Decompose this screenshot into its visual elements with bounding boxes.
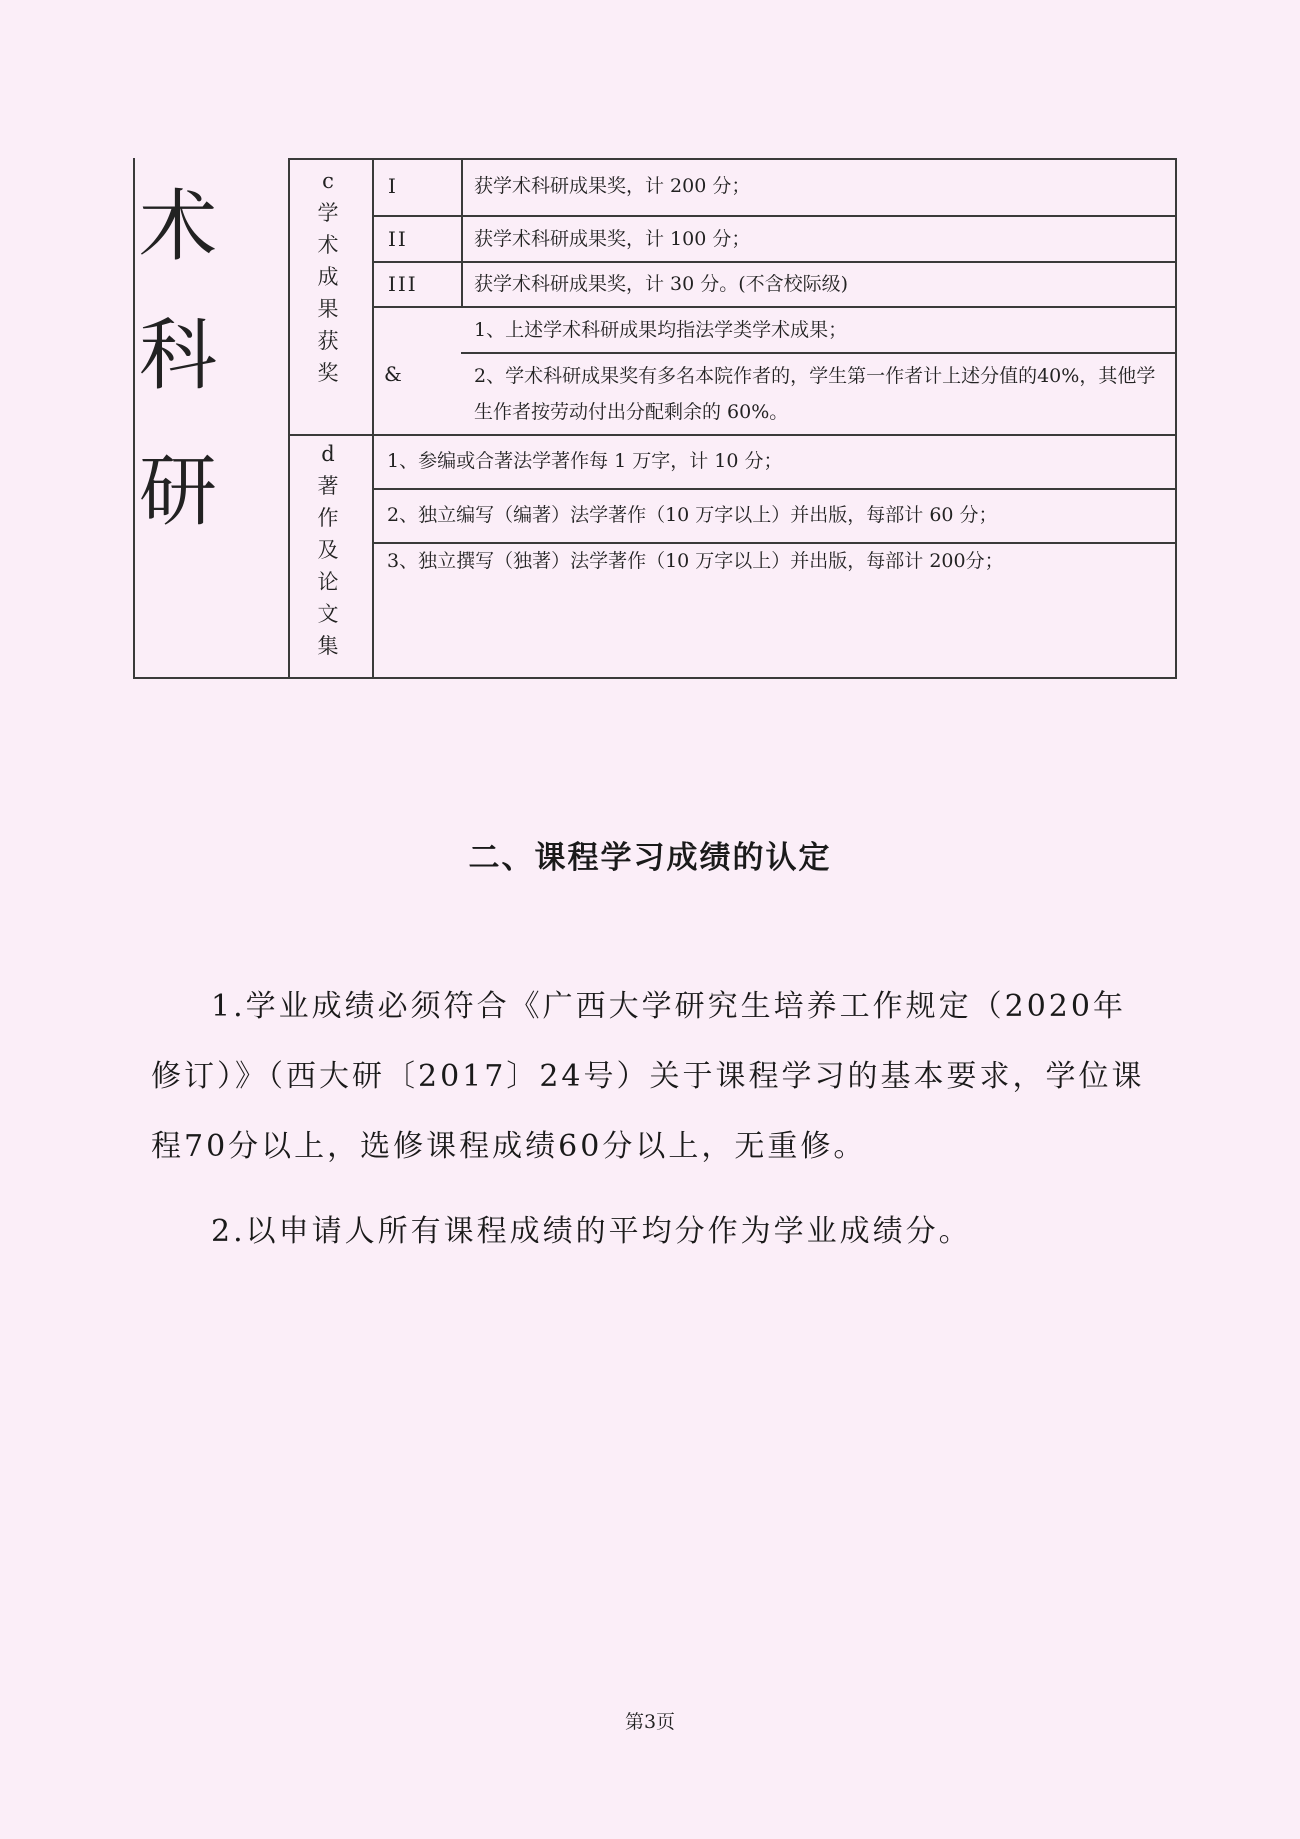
label-char: 文 [317, 602, 339, 626]
label-char: 奖 [317, 361, 339, 385]
label-char: d [321, 442, 335, 466]
label-char: 学 [317, 201, 339, 225]
note-text: 2、学术科研成果奖有多名本院作者的，学生第一作者计上述分值的40%，其他学生作者按劳动付出分配剩余的 60%。 [474, 365, 1156, 423]
table-border-left [133, 158, 135, 678]
table-border-right [1175, 158, 1177, 678]
page-number: 第3页 [624, 1711, 676, 1733]
works-rule: 2、独立编写（编著）法学著作（10 万字以上）并出版，每部计 60 分； [387, 504, 998, 526]
label-char: 术 [317, 233, 339, 257]
table-bottom-border [133, 677, 1177, 679]
grade-text: 获学术科研成果奖，计 200 分； [474, 175, 751, 197]
label-char: 获 [317, 329, 339, 353]
note-symbol: & [384, 362, 404, 386]
grade-label: I [388, 174, 398, 198]
label-char: 成 [317, 265, 339, 289]
side-char: 科 [138, 311, 217, 401]
label-char: 作 [317, 506, 339, 530]
label-char: 果 [317, 297, 339, 321]
table-border-col2 [372, 158, 374, 678]
note-text: 1、上述学术科研成果均指法学类学术成果； [474, 319, 848, 341]
grade-text: 获学术科研成果奖，计 100 分； [474, 228, 751, 250]
label-char: 论 [317, 570, 339, 594]
row-divider [461, 352, 1177, 354]
grade-text: 获学术科研成果奖，计 30 分。(不含校际级) [474, 273, 849, 295]
side-char: 研 [138, 447, 217, 537]
side-char: 术 [138, 182, 217, 272]
label-char: 著 [317, 474, 339, 498]
section-divider [288, 434, 1177, 436]
paragraph: 2.以申请人所有课程成绩的平均分作为学业成绩分。 [211, 1214, 972, 1249]
table-top-border [288, 158, 1177, 160]
label-char: 及 [317, 538, 339, 562]
section-d-label [290, 438, 366, 662]
grade-label: II [388, 227, 408, 251]
paragraph: 1.学业成绩必须符合《广西大学研究生培养工作规定（2020年修订）》（西大研〔2017〕24号）关于课程学习的基本要求，学位课程70分以上，选修课程成绩60分以上，无重修。 [151, 989, 1145, 1164]
label-char: c [322, 169, 334, 193]
works-rule: 1、参编或合著法学著作每 1 万字，计 10 分； [387, 450, 783, 472]
row-divider [372, 215, 1177, 217]
section-c-label [290, 165, 366, 389]
works-rule: 3、独立撰写（独著）法学著作（10 万字以上）并出版，每部计 200分； [387, 550, 1004, 572]
table-border-col3 [461, 158, 463, 306]
row-divider [372, 306, 1177, 308]
row-divider [372, 261, 1177, 263]
section-title: 二、课程学习成绩的认定 [468, 840, 832, 876]
label-char: 集 [317, 634, 339, 658]
row-divider [372, 488, 1177, 490]
grade-label: III [388, 272, 418, 296]
